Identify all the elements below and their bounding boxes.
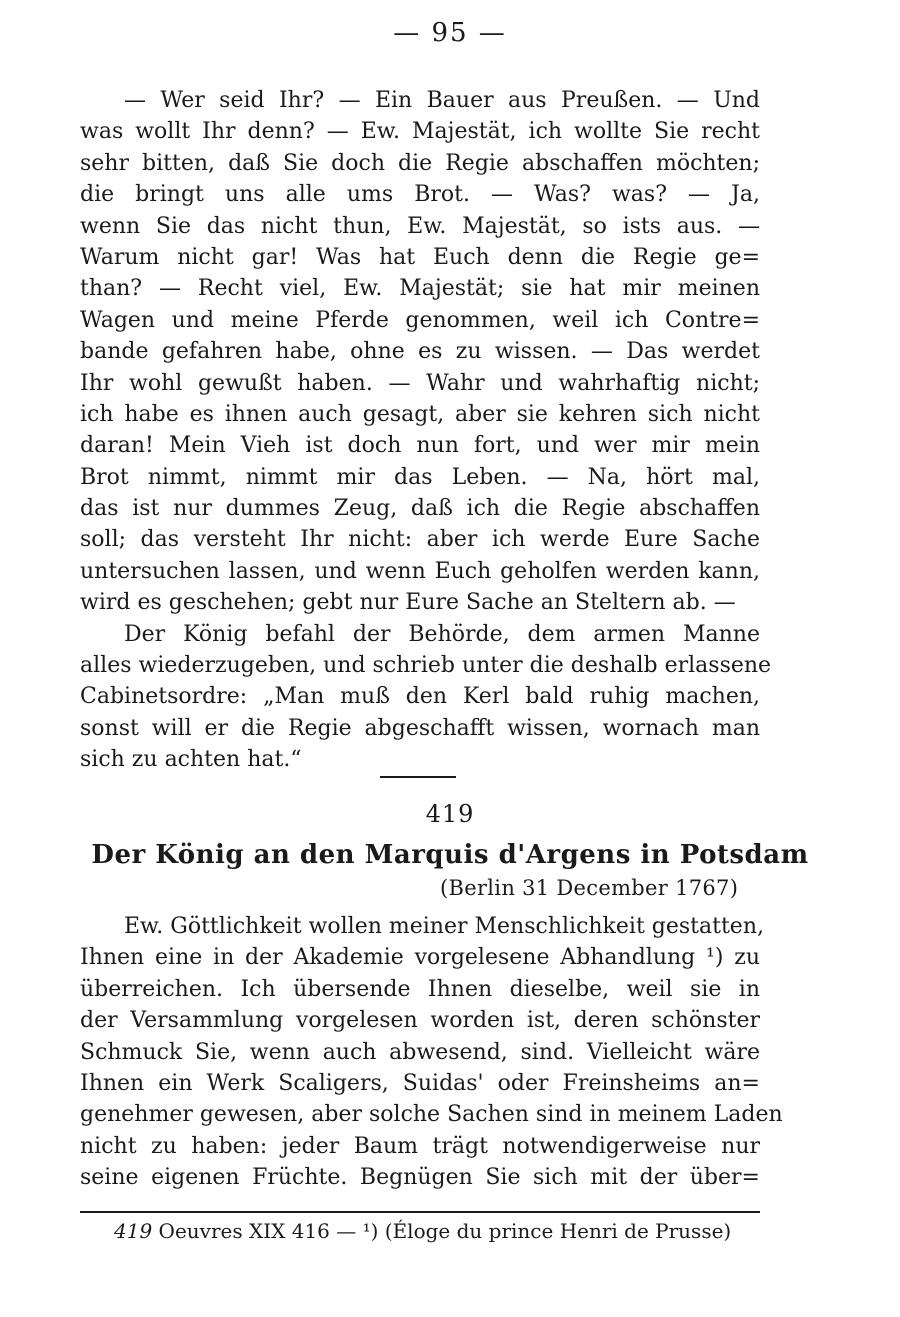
text-line: Brot nimmt, nimmt mir das Leben. — Na, hört mal,: [80, 464, 760, 490]
text-line: wird es geschehen; gebt nur Eure Sache an Steltern ab. —: [80, 590, 736, 616]
text-line: wenn Sie das nicht thun, Ew. Majestät, so ists aus. —: [80, 213, 760, 239]
text-line: — Wer seid Ihr? — Ein Bauer aus Preußen. — Und: [124, 88, 760, 113]
section-divider: [380, 776, 456, 778]
text-line: Schmuck Sie, wenn auch abwesend, sind. Vielleicht wäre: [80, 1039, 760, 1065]
text-line: Ihnen ein Werk Scaligers, Suidas' oder Freinsheims an=: [80, 1070, 760, 1096]
text-line: der Versammlung vorgelesen worden ist, deren schönster: [80, 1008, 760, 1034]
text-line: Ew. Göttlichkeit wollen meiner Menschlichkeit gestatten,: [124, 914, 764, 939]
text-block-anecdote: [80, 85, 772, 776]
text-line: ich habe es ihnen auch gesagt, aber sie kehren sich nicht: [80, 401, 760, 427]
text-line: das ist nur dummes Zeug, daß ich die Regie abschaffen: [80, 496, 760, 522]
text-block-letter: [80, 911, 783, 1194]
footnote: [114, 1219, 731, 1243]
text-line: daran! Mein Vieh ist doch nun fort, und wer mir mein: [80, 433, 760, 459]
text-line: Ihr wohl gewußt haben. — Wahr und wahrhaftig nicht;: [80, 370, 760, 396]
text-line: Wagen und meine Pferde genommen, weil ich Contre=: [80, 307, 760, 333]
text-line: Cabinetsordre: „Man muß den Kerl bald ruhig machen,: [80, 684, 760, 710]
text-line: überreichen. Ich übersende Ihnen dieselbe, weil sie in: [80, 976, 760, 1002]
text-line: nicht zu haben: jeder Baum trägt notwendigerweise nur: [80, 1133, 760, 1159]
text-line: genehmer gewesen, aber solche Sachen sind in meinem Laden: [80, 1102, 783, 1128]
text-line: bande gefahren habe, ohne es zu wissen. — Das werdet: [80, 339, 760, 365]
page-number: — 95 —: [393, 18, 507, 48]
text-line: alles wiederzugeben, und schrieb unter die deshalb erlassene: [80, 653, 772, 679]
footnote-ref: 419: [114, 1219, 153, 1243]
text-line: untersuchen lassen, und wenn Euch geholfen werden kann,: [80, 558, 760, 584]
text-line: sehr bitten, daß Sie doch die Regie abschaffen möchten;: [80, 150, 760, 176]
text-line: die bringt uns alle ums Brot. — Was? was? — Ja,: [80, 182, 760, 208]
text-line: soll; das versteht Ihr nicht: aber ich werde Eure Sache: [80, 527, 760, 553]
text-line: sonst will er die Regie abgeschafft wissen, wornach man: [80, 715, 760, 741]
text-line: Ihnen eine in der Akademie vorgelesene Abhandlung ¹) zu: [80, 945, 760, 971]
letter-date: (Berlin 31 December 1767): [440, 876, 739, 900]
text-line: Warum nicht gar! Was hat Euch denn die Regie ge=: [80, 244, 760, 270]
text-line: was wollt Ihr denn? — Ew. Majestät, ich wollte Sie recht: [80, 119, 760, 145]
text-line: seine eigenen Früchte. Begnügen Sie sich mit der über=: [80, 1165, 760, 1191]
text-line: Der König befahl der Behörde, dem armen Manne: [124, 621, 760, 647]
letter-title: Der König an den Marquis d'Argens in Potsdam: [91, 840, 809, 870]
footnote-divider: [80, 1211, 760, 1213]
text-line: sich zu achten hat.“: [80, 747, 302, 773]
letter-number: 419: [425, 800, 475, 828]
footnote-text: Oeuvres XIX 416 — ¹) (Éloge du prince Henri de Prusse): [152, 1219, 732, 1243]
text-line: than? — Recht viel, Ew. Majestät; sie hat mir meinen: [80, 276, 760, 302]
